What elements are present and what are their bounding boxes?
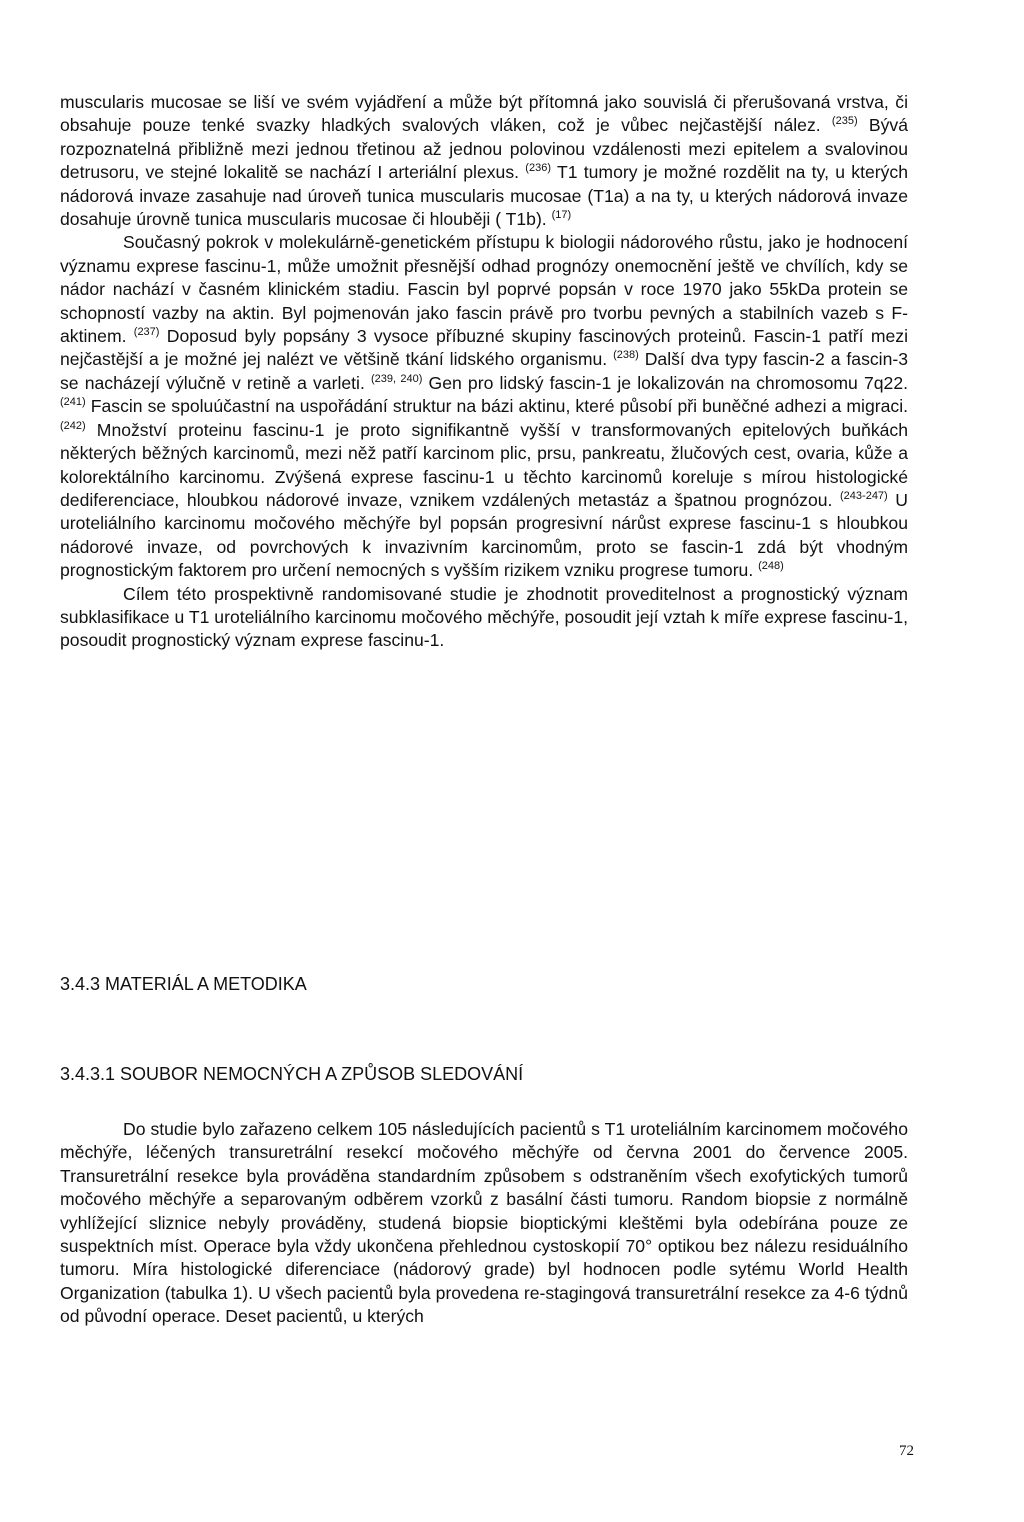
body-text-top [60, 91, 908, 653]
text-run: Další dva typy fascin-2 a fascin-3 se nacházejí výlučně v retině a varleti. [60, 349, 909, 393]
paragraph-patient-cohort [60, 1118, 908, 1329]
citation-ref: (241) [60, 396, 86, 409]
section-heading-material-method: 3.4.3 MATERIÁL A METODIKA [60, 974, 307, 994]
citation-ref: (235) [831, 115, 858, 128]
subsection-heading-patients: 3.4.3.1 SOUBOR NEMOCNÝCH A ZPŮSOB SLEDOVÁNÍ [60, 1064, 524, 1084]
text-run: Bývá rozpoznatelná přibližně mezi jednou třetinou až jednou polovinou vzdálenosti mezi epitelem a svalovinou detrusoru, ve stejné lokalitě se nachází I arteriální plexus. [60, 115, 908, 183]
paragraph-fascin-background [60, 231, 908, 582]
text-run: T1 tumory je možné rozdělit na ty, u kterých nádorová invaze zasahuje nad úroveň tunica muscularis mucosae (T1a) a na ty, u kterých nádorová invaze dosahuje úrovně tunica muscularis mucosae či hlouběji ( T1b). [60, 162, 908, 230]
text-run: Fascin se spoluúčastní na uspořádání struktur na bázi aktinu, které působí při buněčné adhezi a migraci. [85, 396, 908, 417]
text-run: Současný pokrok v molekulárně-genetickém přístupu k biologii nádorového růstu, jako je hodnocení významu exprese fascinu-1, může umožnit přesnější odhad prognózy onemocnění ještě ve chvílích, kdy se nádor nachází v časném klinickém stadiu. Fascin byl poprvé popsán v roce 1970 jako 55kDa protein se schopností vazby na aktin. Byl pojmenován jako fascin právě pro tvorbu pevných a stabilních vazeb s F-aktinem. [60, 232, 908, 347]
citation-ref: (236) [525, 162, 551, 175]
page-number: 72 [899, 1443, 914, 1459]
text-run: Doposud byly popsány 3 vysoce příbuzné skupiny fascinových proteinů. Fascin-1 patří mezi nejčastější a je možné jej nalézt ve většině tkání lidského organismu. [60, 326, 908, 370]
text-run: Do studie bylo zařazeno celkem 105 následujících pacientů s T1 uroteliálním karcinomem močového měchýře, léčených transuretrální resekcí močového měchýře od června 2001 do července 2005. Transuretrální resekce byla prováděna standardním způsobem s odstraněním všech exofytických tumorů močového měchýře a separovaným odběrem vzorků z basální části tumoru. Random biopsie z normálně vyhlížející sliznice nebyly prováděny, studená biopsie bioptickými kleštěmi byla odebírána pouze ze suspektních míst. Operace byla vždy ukončena přehlednou cystoskopií 70° optikou bez nálezu residuálního tumoru. Míra histologické diferenciace (nádorový grade) byl hodnocen podle sytému World Health Organization (tabulka 1). U všech pacientů byla provedena re-stagingová transuretrální resekce za 4-6 týdnů od původní operace. Deset pacientů, u kterých [60, 1119, 908, 1327]
paragraph-study-aim [60, 583, 908, 653]
citation-ref: (242) [60, 419, 86, 432]
citation-ref: (248) [758, 560, 784, 573]
citation-ref: (243-247) [840, 489, 888, 502]
text-run: Množství proteinu fascinu-1 je proto signifikantně vyšší v transformovaných epitelových buňkách některých běžných karcinomů, mezi něž patří karcinom plic, prsu, pankreatu, žlučových cest, ovaria, kůže a kolorektálního karcinomu. Zvýšená exprese fascinu-1 u těchto karcinomů koreluje s mírou histologické dediferenciace, hloubkou nádorové invaze, vznikem vzdálených metastáz a špatnou prognózou. [60, 419, 908, 510]
citation-ref: (238) [613, 349, 639, 362]
citation-ref: (239, 240) [370, 372, 423, 385]
text-run: muscularis mucosae se liší ve svém vyjádření a může být přítomná jako souvislá či přerušovaná vrstva, či obsahuje pouze tenké svazky hladkých svalových vláken, což je vůbec nejčastější nález. [60, 92, 908, 136]
text-run: U uroteliálního karcinomu močového měchýře byl popsán progresivní nárůst exprese fascinu-1 s hloubkou nádorové invaze, od povrchových k invazivním karcinomům, proto se fascin-1 zdá být vhodným prognostickým faktorem pro určení nemocných s vyšším rizikem vzniku progrese tumoru. [60, 489, 909, 581]
paragraph-muscularis [60, 91, 908, 231]
citation-ref: (237) [133, 326, 160, 339]
text-run: Cílem této prospektivně randomisované studie je zhodnotit proveditelnost a prognostický význam subklasifikace u T1 uroteliálního karcinomu močového měchýře, posoudit její vztah k míře exprese fascinu-1, posoudit prognostický význam exprese fascinu-1. [60, 583, 908, 651]
citation-ref: (17) [551, 209, 572, 222]
body-text-bottom [60, 1118, 908, 1329]
text-run: Gen pro lidský fascin-1 je lokalizován na chromosomu 7q22. [422, 372, 908, 393]
